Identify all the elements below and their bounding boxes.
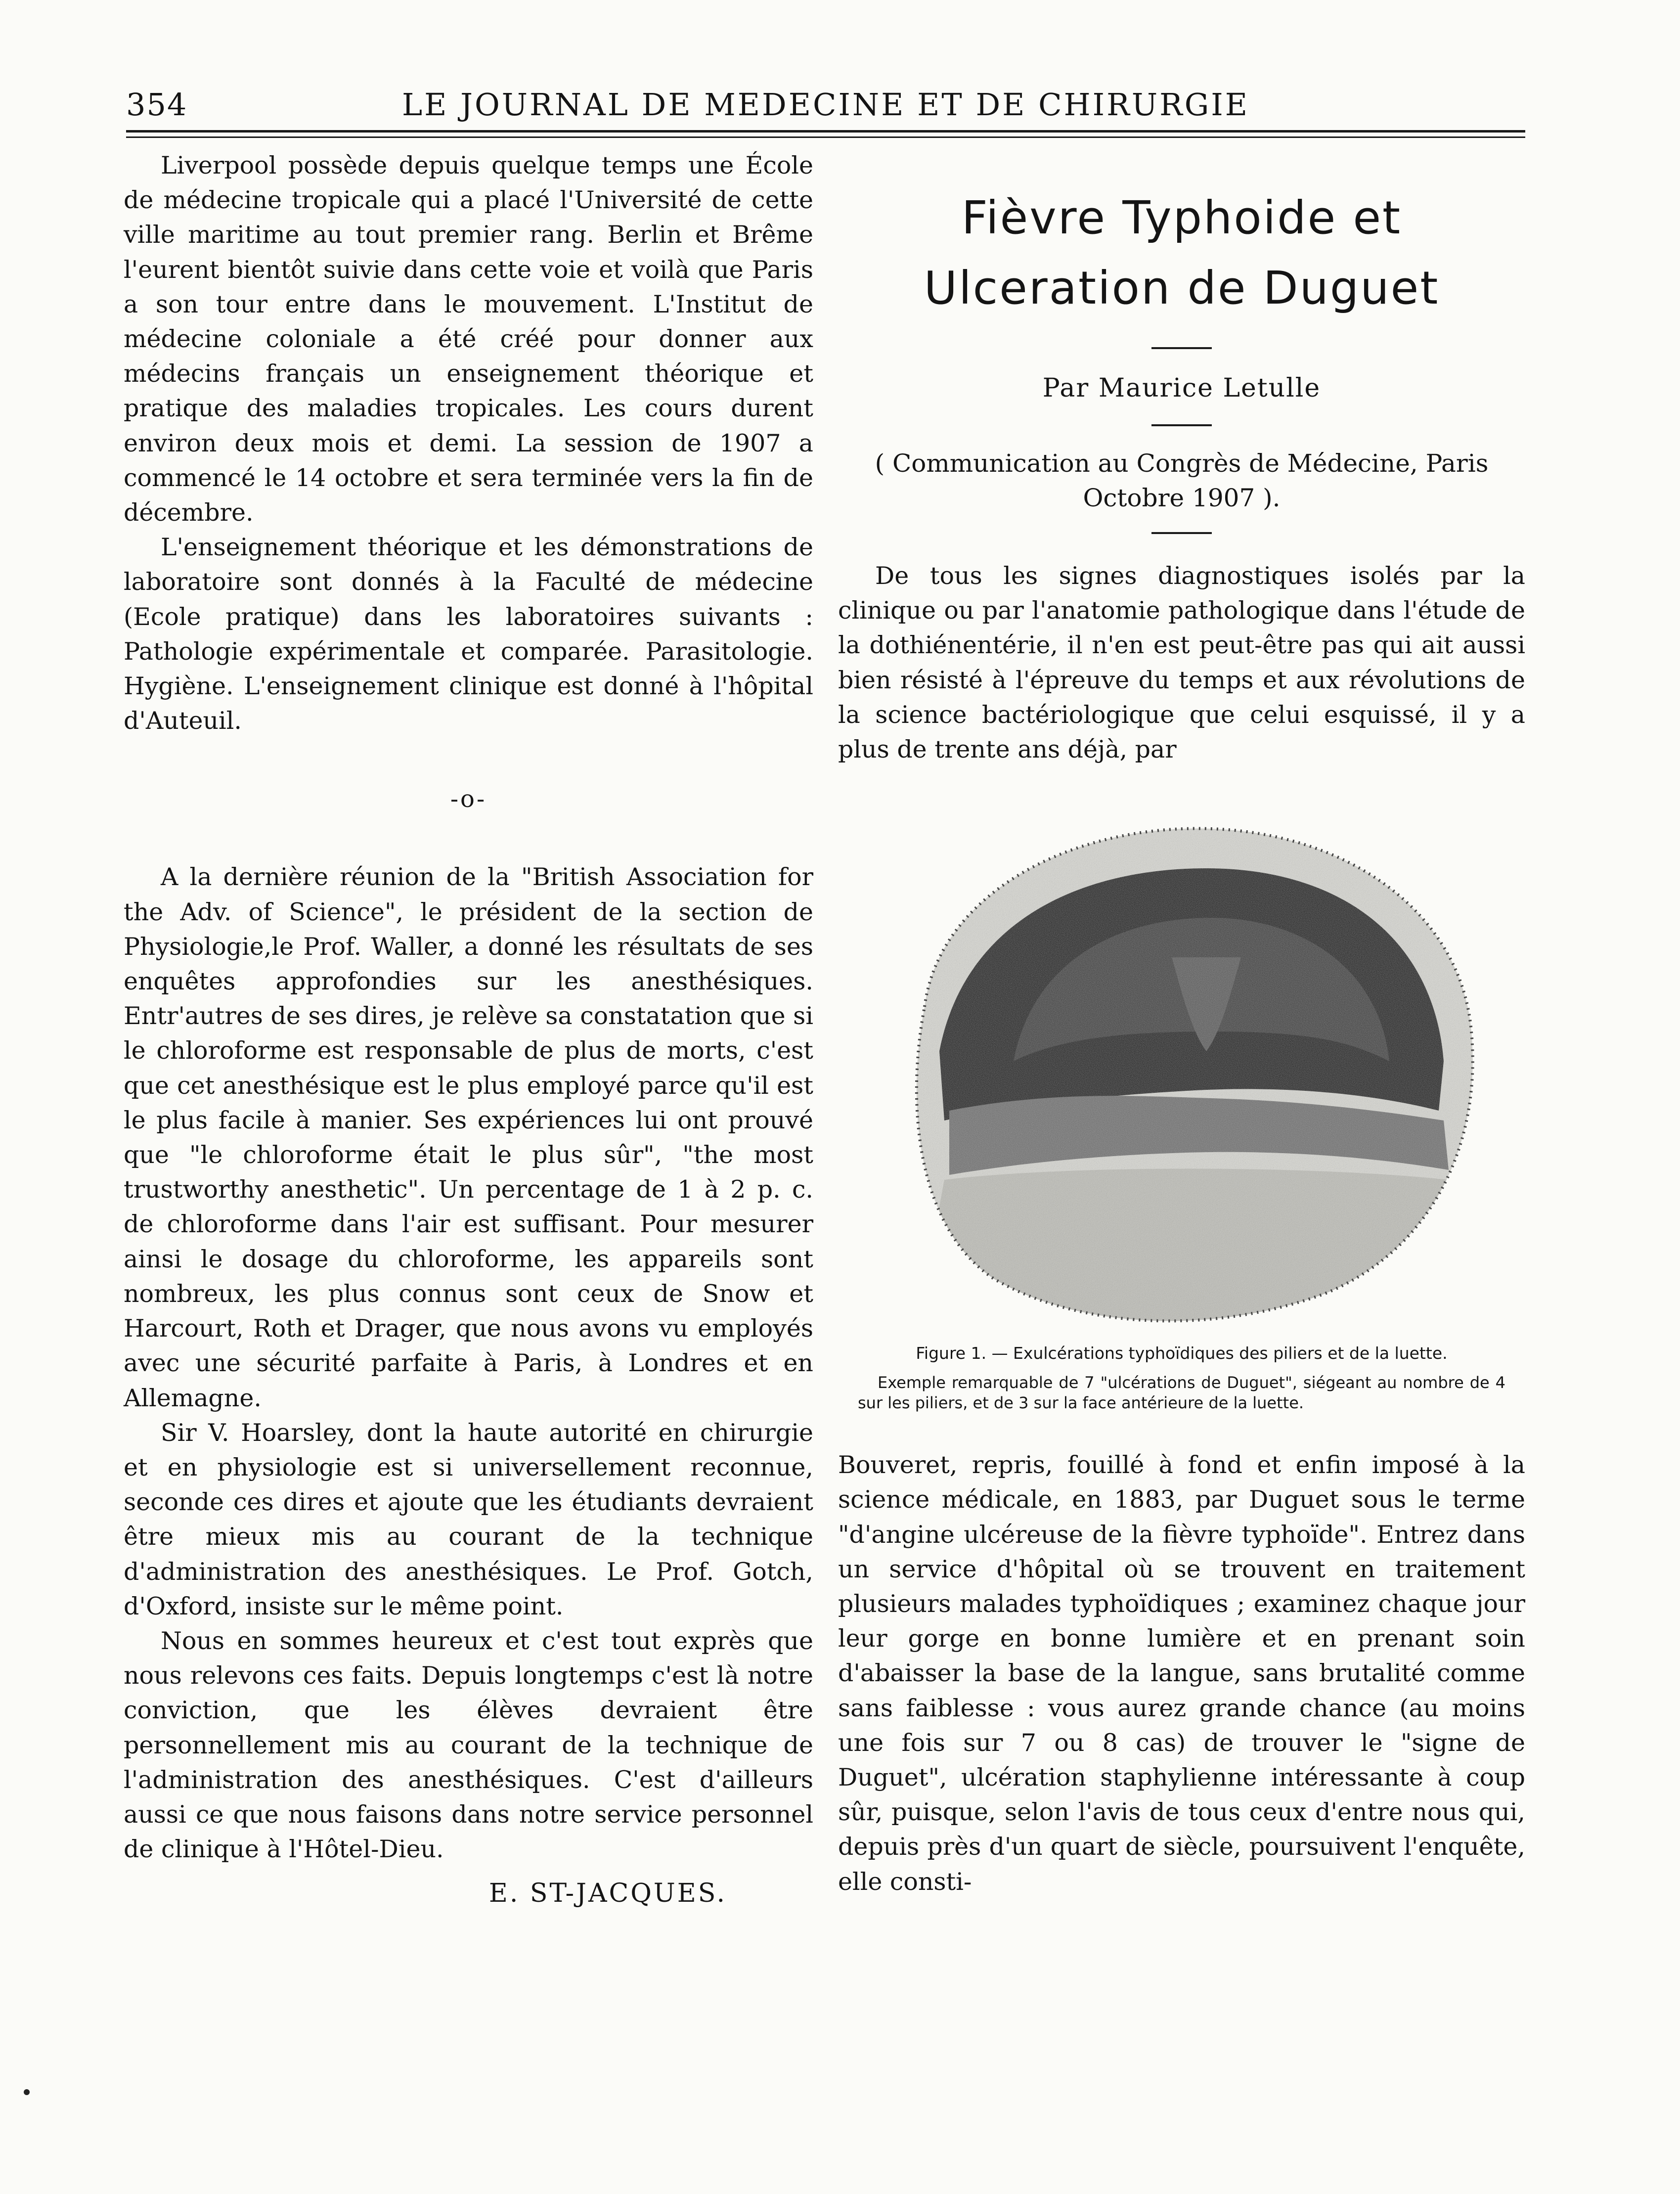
margin-speck bbox=[24, 2089, 30, 2095]
article-author: Par Maurice Letulle bbox=[1042, 373, 1321, 403]
page-number: 354 bbox=[126, 87, 188, 123]
article-intro: De tous les signes diagnostiques isolés par la clinique ou par l'anatomie pathologique dans l'étude de la dothiénentérie, il n'en est peut-être pas qui ait aussi bien résisté à l'épreuve du temps et aux révolutions de la science bactériologique que celui esquissé, il y a plus de trente ans déjà, par bbox=[838, 562, 1525, 764]
paragraph-enseignement-theorique: L'enseignement théorique et les démonstrations de laboratoire sont donnés à la Faculté de médecine (Ecole pratique) dans les laboratoires suivants : Pathologie expérimentale et comparée. Parasitologie. Hygiène. L'enseignement clinique est donné à l'hôpital d'Auteuil. bbox=[124, 533, 813, 735]
figure-note: Exemple remarquable de 7 "ulcérations de Duguet", siégeant au nombre de 4 sur les piliers, et de 3 sur la face antérieure de la luette. bbox=[858, 1373, 1505, 1413]
article-communication: ( Communication au Congrès de Médecine, Paris Octobre 1907 ). bbox=[875, 449, 1489, 512]
right-column bbox=[838, 148, 1525, 1899]
left-column bbox=[124, 148, 813, 1908]
section-divider: -o- bbox=[450, 785, 487, 813]
paragraph-conviction: Nous en sommes heureux et c'est tout exprès que nous relevons ces faits. Depuis longtemps c'est là notre conviction, que les élèves devraient être personnellement mis au courant de la technique de l'administration des anesthésiques. C'est d'ailleurs aussi ce que nous faisons dans notre service personnel de clinique à l'Hôtel-Dieu. bbox=[124, 1626, 813, 1864]
header-rule-thin bbox=[126, 136, 1525, 138]
article-title: Fièvre Typhoide et Ulceration de Duguet bbox=[924, 191, 1440, 314]
figure-1 bbox=[838, 794, 1525, 1413]
header-rule bbox=[126, 130, 1525, 133]
running-title: LE JOURNAL DE MEDECINE ET DE CHIRURGIE bbox=[401, 87, 1250, 123]
communication-rule bbox=[1151, 532, 1212, 534]
throat-illustration bbox=[865, 794, 1498, 1338]
article-continuation: Bouveret, repris, fouillé à fond et enfin imposé à la science médicale, en 1883, par Duguet sous le terme "d'angine ulcéreuse de la fièvre typhoïde". Entrez dans un service d'hôpital où se trouvent en traitement plusieurs malades typhoïdiques ; examinez chaque jour leur gorge en bonne lumière et en prenant soin d'abaisser la base de la langue, sans brutalité comme sans faiblesse : vous aurez grande chance (au moins une fois sur 7 ou 8 cas) de trouver le "signe de Duguet", ulcération staphylienne intéressante à coup sûr, puisque, selon l'avis de tous ceux d'entre nous qui, depuis près d'un quart de siècle, poursuivent l'enquête, elle consti- bbox=[838, 1451, 1525, 1896]
figure-caption: Figure 1. — Exulcérations typhoïdiques des piliers et de la luette. bbox=[916, 1343, 1448, 1363]
signature: E. ST-JACQUES. bbox=[488, 1879, 727, 1909]
author-rule bbox=[1151, 424, 1212, 426]
title-rule bbox=[1151, 347, 1212, 349]
paragraph-ecole-medecine-tropicale: Liverpool possède depuis quelque temps une École de médecine tropicale qui a placé l'Université de cette ville maritime au tout premier rang. Berlin et Brême l'eurent bientôt suivie dans cette voie et voilà que Paris a son tour entre dans le mouvement. L'Institut de médecine coloniale a été créé pour donner aux médecins français un enseignement théorique et pratique des maladies tropicales. Les cours durent environ deux mois et demi. La session de 1907 a commencé le 14 octobre et sera terminée vers la fin de décembre. bbox=[124, 151, 813, 527]
paragraph-british-association: A la dernière réunion de la "British Association for the Adv. of Science", le président de la section de Physiologie,le Prof. Waller, a donné les résultats de ses enquêtes approfondies sur les anesthésiques. Entr'autres de ses dires, je relève sa constatation que si le chloroforme est responsable de plus de morts, c'est que cet anesthésique est le plus employé parce qu'il est le plus facile à manier. Ses expériences lui ont prouvé que "le chloroforme était le plus sûr", "the most trustworthy anesthetic". Un percentage de 1 à 2 p. c. de chloroforme dans l'air est suffisant. Pour mesurer ainsi le dosage du chloroforme, les appareils sont nombreux, les plus connus sont ceux de Snow et Harcourt, Roth et Drager, que nous avons vu employés avec une sécurité parfaite à Paris, à Londres et en Allemagne. bbox=[124, 863, 813, 1412]
page-header bbox=[126, 87, 1525, 141]
paragraph-hoarsley: Sir V. Hoarsley, dont la haute autorité en chirurgie et en physiologie est si universellement reconnue, seconde ces dires et ajoute que les étudiants devraient être mieux mis au courant de la technique d'administration des anesthésiques. Le Prof. Gotch, d'Oxford, insiste sur le même point. bbox=[124, 1418, 813, 1620]
